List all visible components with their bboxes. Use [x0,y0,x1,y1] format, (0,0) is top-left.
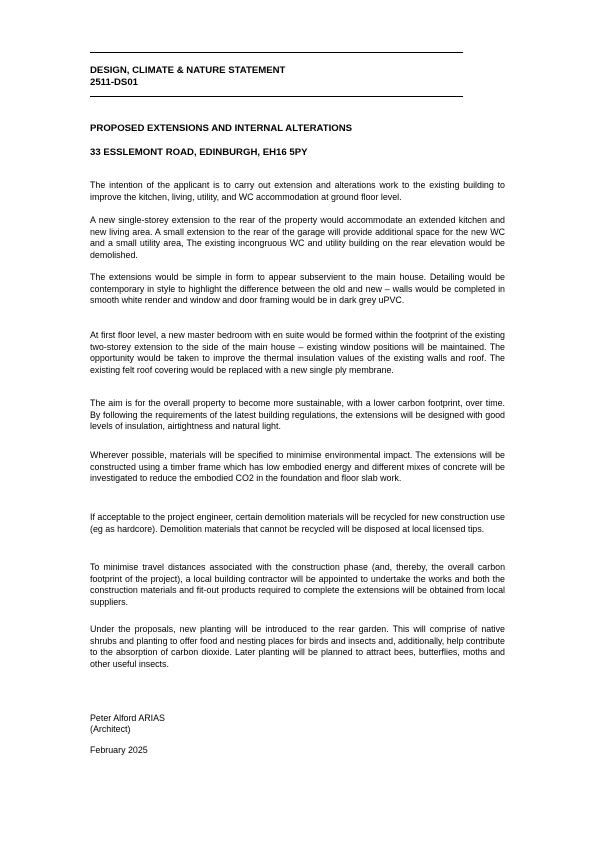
paragraph-sustainability: The aim is for the overall property to become more sustainable, with a lower carbon footprint, over time. By following the requirements of the latest building regulations, the extensions will be designed with good levels of insulation, airtightness and natural light. [90,398,505,432]
paragraph-materials: Wherever possible, materials will be specified to minimise environmental impact. The extensions will be constructed using a timber frame which has low embodied energy and different mixes of concrete will be investigated to reduce the embodied CO2 in the foundation and floor slab work. [90,450,505,484]
document-title: DESIGN, CLIMATE & NATURE STATEMENT [90,65,286,76]
paragraph-single-storey-extension: A new single-storey extension to the rear of the property would accommodate an extended kitchen and new living area. A small extension to the rear of the garage will provide additional space for the new WC and a small utility area, The existing incongruous WC and utility building on the rear elevation would be demolished. [90,215,505,261]
paragraph-demolition: If acceptable to the project engineer, certain demolition materials will be recycled for new construction use (eg as hardcore). Demolition materials that cannot be recycled will be disposed at local licensed tips. [90,512,505,534]
paragraph-intention: The intention of the applicant is to carry out extension and alterations work to the existing building to improve the kitchen, living, utility, and WC accommodation at ground floor level. [90,180,505,202]
signoff-date: February 2025 [90,745,148,755]
document-reference: 2511-DS01 [90,77,139,88]
signoff-name: Peter Alford ARIAS [90,713,165,723]
bottom-rule [90,96,463,97]
paragraph-first-floor: At first floor level, a new master bedroom with en suite would be formed within the footprint of the existing two-storey extension to the side of the main house – existing window positions will be maintained. The opportunity would be taken to improve the thermal insulation values of the existing walls and roof. The existing felt roof covering would be replaced with a new single ply membrane. [90,330,505,376]
project-heading: PROPOSED EXTENSIONS AND INTERNAL ALTERATIONS [90,123,353,134]
paragraph-planting: Under the proposals, new planting will be introduced to the rear garden. This will comprise of native shrubs and planting to offer food and nesting places for birds and insects and, additionally, help contribute to the absorption of carbon dioxide. Later planting will be planned to attract bees, butterflies, moths and other useful insects. [90,624,505,670]
paragraph-form-and-detailing: The extensions would be simple in form to appear subservient to the main house. Detailing would be contemporary in style to highlight the difference between the old and new – walls would be completed in smooth white render and window and door framing would be in dark grey uPVC. [90,272,505,306]
signoff-role: (Architect) [90,724,131,734]
paragraph-travel-distances: To minimise travel distances associated with the construction phase (and, thereby, the overall carbon footprint of the project), a local building contractor will be appointed to undertake the works and both the construction materials and fit-out products required to complete the extensions will be obtained from local suppliers. [90,562,505,608]
top-rule [90,52,463,53]
project-address: 33 ESSLEMONT ROAD, EDINBURGH, EH16 5PY [90,147,308,158]
